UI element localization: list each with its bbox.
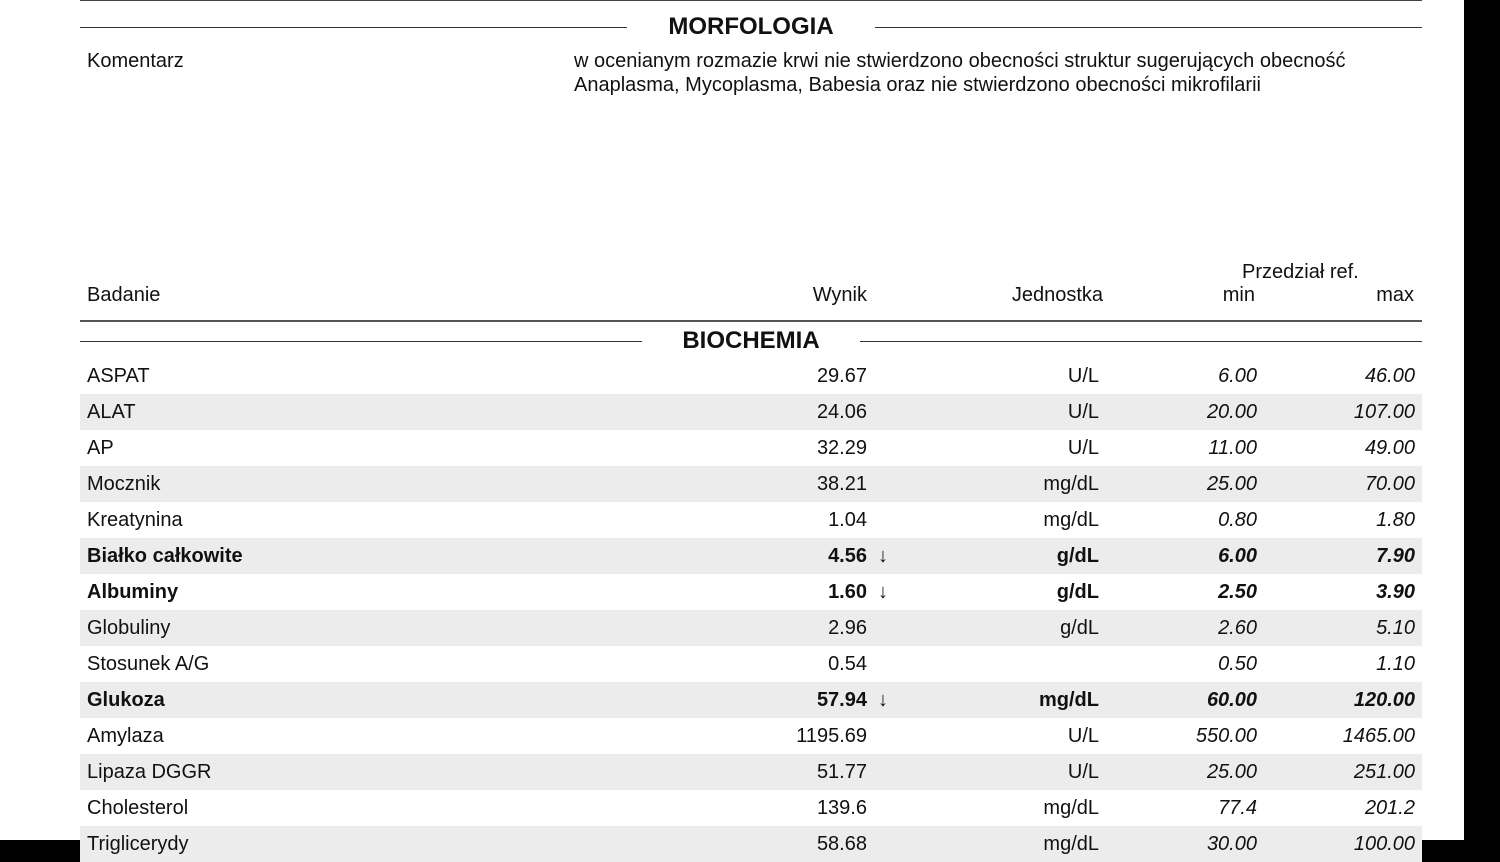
table-row: [80, 466, 1422, 502]
result-value: 38.21: [816, 473, 867, 495]
ref-max-value: 1.80: [1376, 509, 1415, 531]
table-row: [80, 826, 1422, 862]
test-name: Stosunek A/G: [87, 653, 210, 675]
result-value: 51.77: [816, 761, 867, 783]
test-name: Globuliny: [87, 617, 171, 639]
test-name: Triglicerydy: [87, 833, 189, 855]
low-flag-icon: ↓: [878, 689, 888, 711]
result-value: 2.96: [828, 617, 867, 639]
result-value: 1.60: [828, 581, 867, 603]
table-row: [80, 790, 1422, 826]
ref-min-value: 550.00: [1195, 725, 1257, 747]
section-title-biochemia: BIOCHEMIA: [682, 327, 820, 354]
test-name: Białko całkowite: [87, 545, 243, 567]
table-row: [80, 358, 1422, 394]
test-name: Mocznik: [87, 473, 161, 495]
test-name: ASPAT: [87, 365, 150, 387]
section-header-biochemia: [80, 326, 1422, 356]
test-name: Amylaza: [87, 725, 164, 747]
test-name: Cholesterol: [87, 797, 189, 819]
column-header-max: max: [1376, 284, 1414, 306]
table-row: [80, 574, 1422, 610]
test-name: Albuminy: [87, 581, 179, 603]
result-value: 24.06: [816, 401, 867, 423]
table-row: [80, 502, 1422, 538]
comment-label: Komentarz: [87, 50, 184, 72]
ref-min-value: 0.80: [1218, 509, 1257, 531]
ref-min-value: 30.00: [1206, 833, 1257, 855]
unit-value: U/L: [1067, 725, 1099, 747]
test-name: AP: [87, 437, 114, 459]
test-name: Kreatynina: [87, 509, 183, 531]
result-value: 58.68: [816, 833, 867, 855]
result-value: 4.56: [828, 545, 867, 567]
table-row: [80, 682, 1422, 718]
unit-value: g/dL: [1056, 545, 1099, 567]
ref-min-value: 2.60: [1218, 617, 1257, 639]
table-row: [80, 718, 1422, 754]
result-value: 32.29: [816, 437, 867, 459]
ref-max-value: 120.00: [1353, 689, 1415, 711]
section-title-morfologia: MORFOLOGIA: [668, 13, 834, 40]
result-value: 57.94: [816, 689, 867, 711]
header-divider: [80, 320, 1422, 322]
unit-value: U/L: [1067, 761, 1099, 783]
ref-max-value: 3.90: [1376, 581, 1415, 603]
ref-min-value: 11.00: [1208, 437, 1257, 459]
column-header-result: Wynik: [812, 284, 867, 306]
test-name: Lipaza DGGR: [87, 761, 212, 783]
ref-min-value: 77.4: [1218, 797, 1257, 819]
ref-max-value: 70.00: [1364, 473, 1415, 495]
ref-max-value: 1.10: [1376, 653, 1415, 675]
ref-min-value: 6.00: [1218, 545, 1257, 567]
unit-value: U/L: [1067, 365, 1099, 387]
section-header-morfologia: [80, 12, 1422, 42]
comment-text: w ocenianym rozmazie krwi nie stwierdzono obecności struktur sugerujących obecność Anaplasma, Mycoplasma, Babesia oraz nie stwierdzono obecności mikrofilarii: [574, 50, 1346, 96]
unit-value: mg/dL: [1043, 797, 1099, 819]
unit-value: U/L: [1067, 437, 1099, 459]
table-row: [80, 538, 1422, 574]
result-value: 29.67: [816, 365, 867, 387]
unit-value: mg/dL: [1043, 833, 1099, 855]
unit-value: g/dL: [1060, 617, 1099, 639]
column-header-test: Badanie: [87, 284, 161, 306]
ref-min-value: 2.50: [1218, 581, 1257, 603]
ref-min-value: 25.00: [1206, 761, 1257, 783]
ref-min-value: 25.00: [1206, 473, 1257, 495]
ref-max-value: 46.00: [1364, 365, 1415, 387]
result-value: 0.54: [828, 653, 867, 675]
ref-max-value: 201.2: [1364, 797, 1415, 819]
unit-value: mg/dL: [1039, 689, 1099, 711]
ref-min-value: 0.50: [1218, 653, 1257, 675]
ref-max-value: 251.00: [1353, 761, 1415, 783]
test-name: Glukoza: [87, 689, 165, 711]
unit-value: U/L: [1067, 401, 1099, 423]
ref-max-value: 100.00: [1353, 833, 1415, 855]
ref-max-value: 7.90: [1376, 545, 1415, 567]
ref-max-value: 107.00: [1353, 401, 1415, 423]
low-flag-icon: ↓: [878, 581, 888, 603]
low-flag-icon: ↓: [878, 545, 888, 567]
ref-min-value: 60.00: [1206, 689, 1257, 711]
ref-max-value: 5.10: [1376, 617, 1415, 639]
column-header-ref-range: Przedział ref.: [1242, 261, 1359, 283]
result-value: 1195.69: [796, 725, 867, 747]
table-row: [80, 646, 1422, 682]
result-value: 139.6: [816, 797, 867, 819]
ref-min-value: 6.00: [1218, 365, 1257, 387]
table-row: [80, 610, 1422, 646]
ref-max-value: 1465.00: [1342, 725, 1415, 747]
unit-value: g/dL: [1056, 581, 1099, 603]
result-value: 1.04: [828, 509, 867, 531]
table-row: [80, 754, 1422, 790]
table-row: [80, 430, 1422, 466]
ref-min-value: 20.00: [1206, 401, 1257, 423]
top-divider: [80, 0, 1422, 1]
column-header-unit: Jednostka: [1011, 284, 1103, 306]
unit-value: mg/dL: [1043, 473, 1099, 495]
table-row: [80, 394, 1422, 430]
test-name: ALAT: [87, 401, 136, 423]
ref-max-value: 49.00: [1364, 437, 1415, 459]
unit-value: mg/dL: [1043, 509, 1099, 531]
column-header-min: min: [1222, 284, 1255, 306]
